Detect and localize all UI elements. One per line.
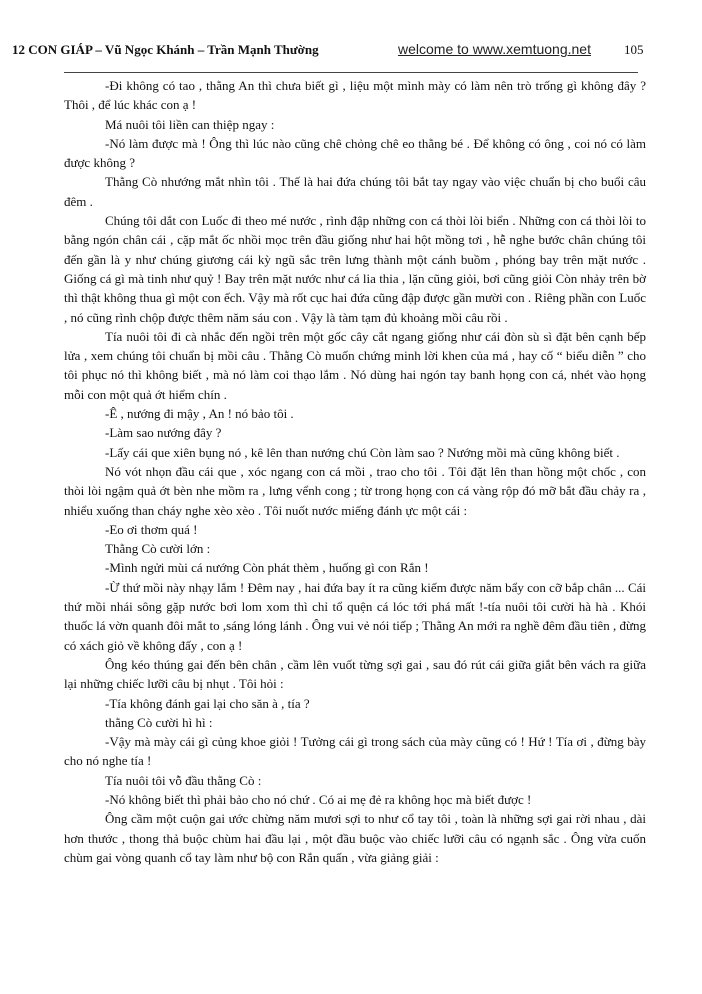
paragraph: Thằng Cò cười lớn : — [105, 541, 211, 557]
page-number: 105 — [624, 42, 644, 57]
document-body — [64, 76, 646, 867]
paragraph: thằng Cò cười hì hì : — [105, 714, 213, 730]
page-header — [12, 41, 644, 62]
paragraph: Ông kéo thúng gai đến bên chân , cầm lên vuốt từng sợi gai , sau đó rút cái giữa giắt bên vách ra giữa lại những chiếc lưỡi câu bị nhụt . Tôi hỏi : — [64, 656, 646, 692]
paragraph: Chúng tôi dắt con Luốc đi theo mé nước , rình đập những con cá thòi lòi biển . Những con cá thòi lòi to bằng ngón chân cái , cặp mắt ốc nhồi mọc trên đầu giống như hai hột mồng tơi , hễ nghe bước chân chúng tôi đến gần là y như chúng giương cái kỳ ngũ sắc trên lưng thành một cánh buồm , phóng bay trên mặt nước . Giống cá gì mà tinh như quỷ ! Bay trên mặt nước như cá lia thia , lặn cũng giỏi, bơi cũng giỏi Còn nhảy trên bờ thì thật không thua gì một con ếch. Vậy mà rốt cục hai đứa cũng đập được gần mười con . Riêng phần con Luốc , nó cũng rình chộp được thêm năm sáu con . Vậy là tàm tạm đủ khoảng mồi câu rồi . — [64, 213, 646, 325]
paragraph: Tía nuôi tôi vỗ đầu thằng Cò : — [105, 772, 262, 788]
header-divider — [64, 72, 638, 73]
paragraph: Tía nuôi tôi đi cà nhắc đến ngồi trên một gốc cây cắt ngang giống như cái đòn sù sì đặt bên cạnh bếp lửa , xem chúng tôi chuẩn bị mồi câu . Thằng Cò muốn chứng minh lời khen của má , hay cố “ biểu diễn ” cho tôi phục nó thì không biết , mà nó làm coi thạo lắm . Nó dùng hai ngón tay banh họng con cá, nhét vào họng mỗi con một quả ớt hiểm chín . — [64, 328, 646, 402]
paragraph: -Lấy cái que xiên bụng nó , kê lên than nướng chú Còn làm sao ? Nướng mồi mà cũng không biết . — [105, 444, 620, 460]
paragraph: -Ừ thứ mồi này nhạy lắm ! Đêm nay , hai đứa bay ít ra cũng kiếm được năm bẩy con cỡ bắp chân ... Cái thứ mồi nhái sông gặp nước bơi lom xom thì chỉ tổ quện cá lóc tới phá mất !-tía nuôi tôi cười hà hà . Khói thuốc lá vờn quanh đôi mắt to ,sáng lóng lánh . Ông vui vẻ nói tiếp ; Thằng An mới ra nghề đêm đầu tiên , đừng có xách giỏ về không đấy , con ạ ! — [64, 579, 646, 653]
paragraph: -Mình ngửi mùi cá nướng Còn phát thèm , huống gì con Rắn ! — [105, 560, 429, 576]
paragraph: -Tía không đánh gai lại cho săn à , tía ? — [105, 695, 310, 711]
website-link[interactable] — [398, 41, 591, 57]
paragraph: -Đi không có tao , thằng An thì chưa biết gì , liệu một mình mày có làm nên trò trống gì không đây ? Thôi , để lúc khác con ạ ! — [64, 78, 646, 113]
paragraph: -Nó làm được mà ! Ông thì lúc nào cũng chê chỏng chê eo thằng bé . Để không có ông , coi nó có làm được không ? — [64, 135, 646, 171]
paragraph: -Vậy mà mày cái gì củng khoe giỏi ! Tưởng cái gì trong sách của mày cũng có ! Hứ ! Tía ơi , đừng bày cho nó nghe tía ! — [64, 734, 646, 769]
book-title: 12 CON GIÁP – Vũ Ngọc Khánh – Trần Mạnh Thường — [12, 42, 319, 57]
website-link-text[interactable]: welcome to www.xemtuong.net — [398, 41, 591, 57]
paragraph: Má nuôi tôi liền can thiệp ngay : — [105, 116, 275, 132]
paragraph: -Làm sao nướng đây ? — [105, 425, 222, 441]
paragraph: -Eo ơi thơm quá ! — [105, 521, 198, 537]
paragraph: Thằng Cò nhướng mắt nhìn tôi . Thế là hai đứa chúng tôi bắt tay ngay vào việc chuẩn bị cho buổi câu đêm . — [64, 174, 646, 209]
paragraph: Nó vót nhọn đầu cái que , xóc ngang con cá mồi , trao cho tôi . Tôi đặt lên than hồng một chốc , con thòi lòi ngậm quả ớt bèn nhe mồm ra , lưng vểnh cong ; từ trong họng con cá vàng rộp đó mỡ bắt đầu chảy ra , nhiểu xuống than cháy nghe xèo xèo . Tôi nuốt nước miếng đánh ực một cái : — [64, 463, 646, 518]
paragraph: -Ê , nướng đi mậy , An ! nó bảo tôi . — [105, 406, 294, 422]
paragraph: Ông cầm một cuộn gai ước chừng năm mươi sợi to như cổ tay tôi , toàn là những sợi gai rời nhau , dài hơn thước , thong thả buộc chùm hai đầu lại , một đầu buộc vào chiếc lưỡi câu có ngạnh sắc . Ông vừa cuốn chùm gai vòng quanh cổ tay làm như bộ con Rắn quấn , vừa giảng giải : — [64, 811, 646, 865]
paragraph: -Nó không biết thì phải bảo cho nó chứ . Có ai mẹ đẻ ra không học mà biết được ! — [105, 791, 532, 807]
